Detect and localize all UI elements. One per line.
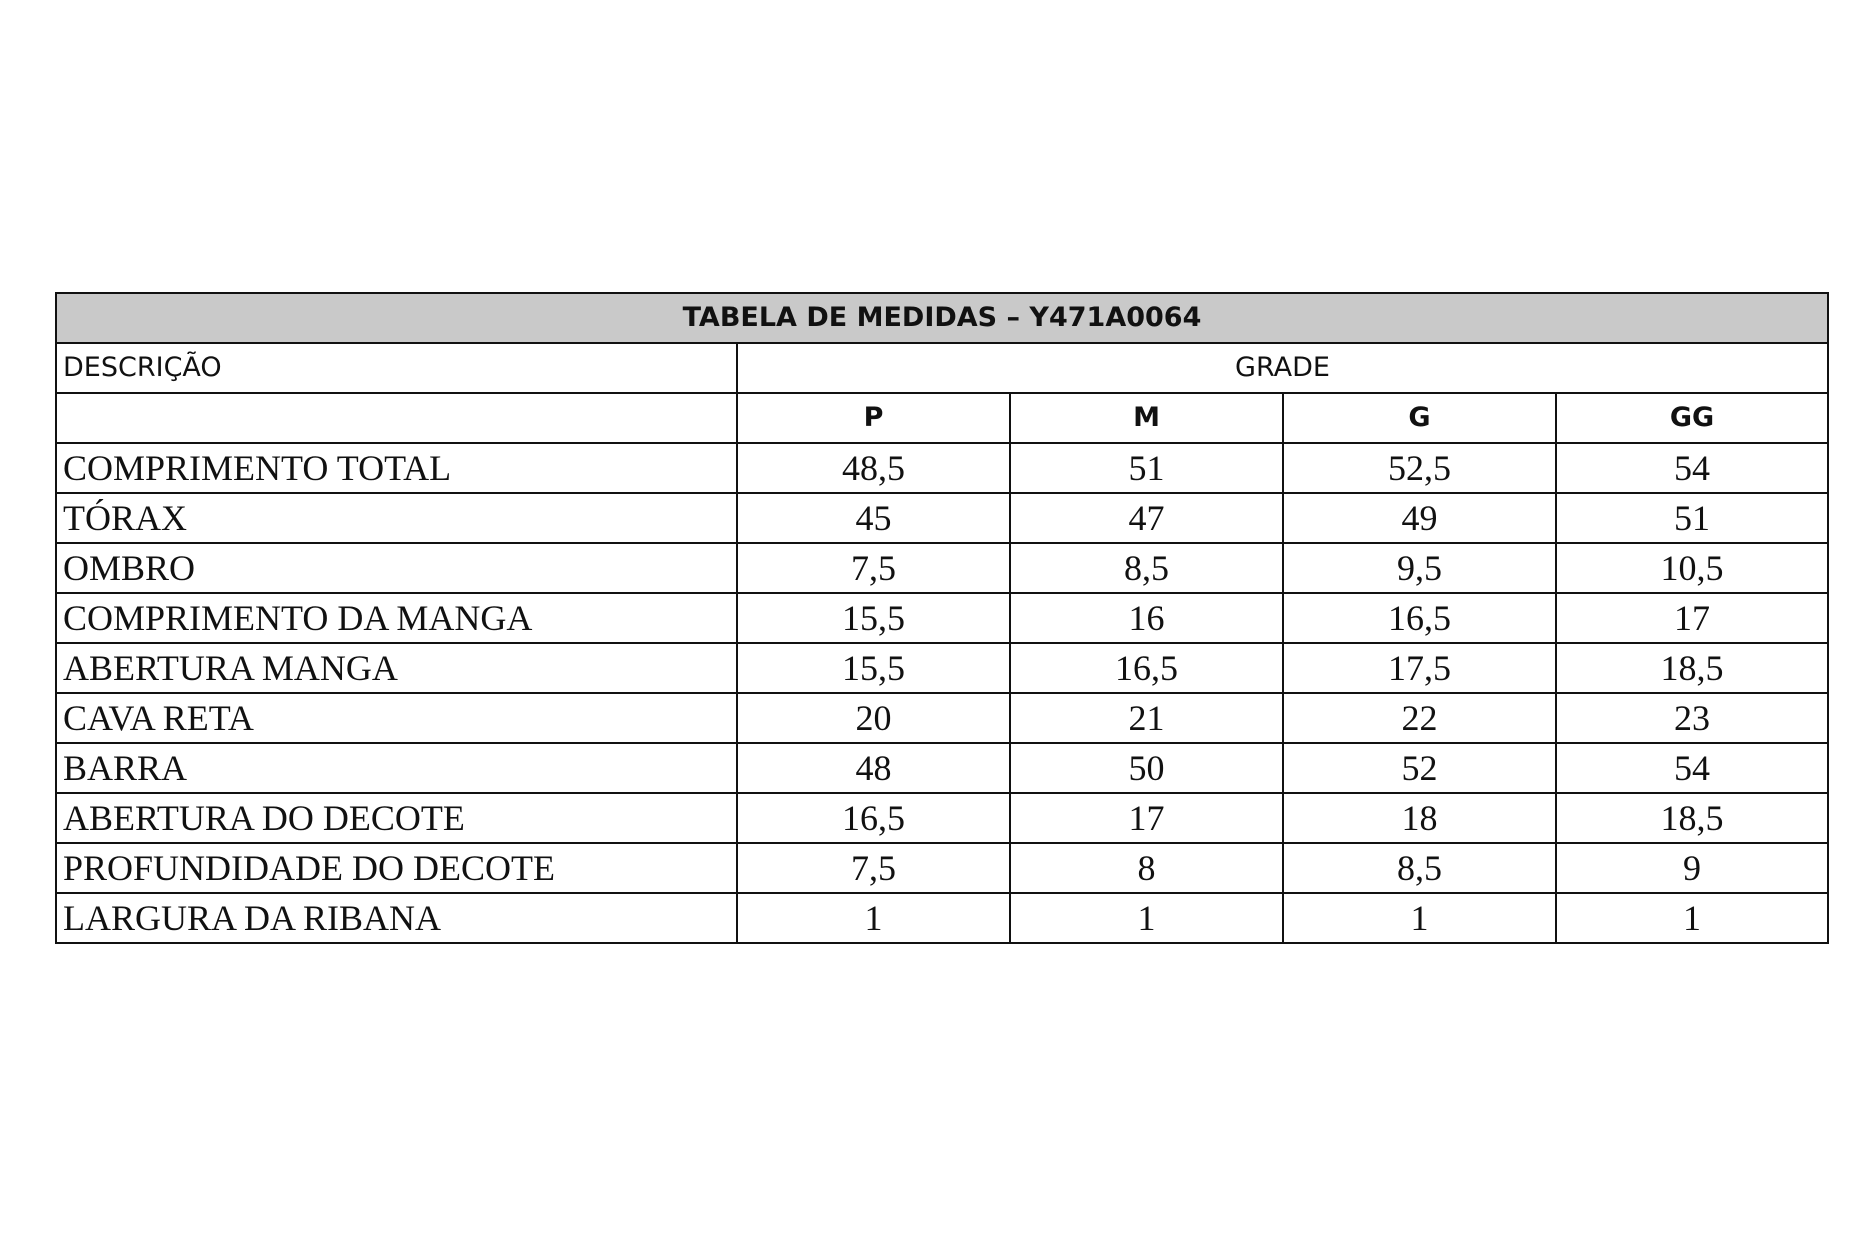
table-row	[56, 493, 1828, 543]
value-cell: 52,5	[1283, 443, 1556, 493]
value-cell: 16,5	[1283, 593, 1556, 643]
value-cell: 17	[1556, 593, 1828, 643]
value-cell: 17	[1010, 793, 1283, 843]
value-cell: 16	[1010, 593, 1283, 643]
table-row	[56, 543, 1828, 593]
value-cell: 51	[1010, 443, 1283, 493]
value-cell: 51	[1556, 493, 1828, 543]
value-cell: 18,5	[1556, 793, 1828, 843]
value-cell: 50	[1010, 743, 1283, 793]
empty-cell	[56, 393, 737, 443]
value-cell: 15,5	[737, 593, 1010, 643]
table-row	[56, 593, 1828, 643]
value-cell: 8,5	[1010, 543, 1283, 593]
value-cell: 21	[1010, 693, 1283, 743]
value-cell: 16,5	[1010, 643, 1283, 693]
value-cell: 47	[1010, 493, 1283, 543]
value-cell: 54	[1556, 443, 1828, 493]
value-cell: 52	[1283, 743, 1556, 793]
row-label: COMPRIMENTO TOTAL	[56, 443, 737, 493]
value-cell: 45	[737, 493, 1010, 543]
row-label: BARRA	[56, 743, 737, 793]
row-label: ABERTURA DO DECOTE	[56, 793, 737, 843]
size-header-gg: GG	[1556, 393, 1828, 443]
row-label: LARGURA DA RIBANA	[56, 893, 737, 943]
value-cell: 20	[737, 693, 1010, 743]
table-row	[56, 693, 1828, 743]
value-cell: 16,5	[737, 793, 1010, 843]
value-cell: 9,5	[1283, 543, 1556, 593]
value-cell: 22	[1283, 693, 1556, 743]
value-cell: 10,5	[1556, 543, 1828, 593]
value-cell: 49	[1283, 493, 1556, 543]
value-cell: 17,5	[1283, 643, 1556, 693]
row-label: OMBRO	[56, 543, 737, 593]
value-cell: 1	[1010, 893, 1283, 943]
value-cell: 8,5	[1283, 843, 1556, 893]
size-header-m: M	[1010, 393, 1283, 443]
value-cell: 48,5	[737, 443, 1010, 493]
row-label: CAVA RETA	[56, 693, 737, 743]
table-row	[56, 743, 1828, 793]
value-cell: 18,5	[1556, 643, 1828, 693]
row-label: PROFUNDIDADE DO DECOTE	[56, 843, 737, 893]
value-cell: 18	[1283, 793, 1556, 843]
value-cell: 7,5	[737, 543, 1010, 593]
value-cell: 15,5	[737, 643, 1010, 693]
value-cell: 8	[1010, 843, 1283, 893]
table-row	[56, 793, 1828, 843]
size-chart-table	[55, 292, 1829, 944]
value-cell: 1	[1556, 893, 1828, 943]
title-row	[56, 293, 1828, 343]
header-row	[56, 343, 1828, 393]
size-header-g: G	[1283, 393, 1556, 443]
sizes-row	[56, 393, 1828, 443]
row-label: TÓRAX	[56, 493, 737, 543]
grade-header: GRADE	[737, 343, 1828, 393]
row-label: ABERTURA MANGA	[56, 643, 737, 693]
value-cell: 9	[1556, 843, 1828, 893]
value-cell: 23	[1556, 693, 1828, 743]
value-cell: 1	[737, 893, 1010, 943]
value-cell: 54	[1556, 743, 1828, 793]
description-header: DESCRIÇÃO	[56, 343, 737, 393]
row-label: COMPRIMENTO DA MANGA	[56, 593, 737, 643]
value-cell: 7,5	[737, 843, 1010, 893]
table-row	[56, 843, 1828, 893]
table-row	[56, 893, 1828, 943]
table-row	[56, 643, 1828, 693]
size-header-p: P	[737, 393, 1010, 443]
table-title: TABELA DE MEDIDAS – Y471A0064	[56, 293, 1828, 343]
value-cell: 1	[1283, 893, 1556, 943]
table-row	[56, 443, 1828, 493]
value-cell: 48	[737, 743, 1010, 793]
